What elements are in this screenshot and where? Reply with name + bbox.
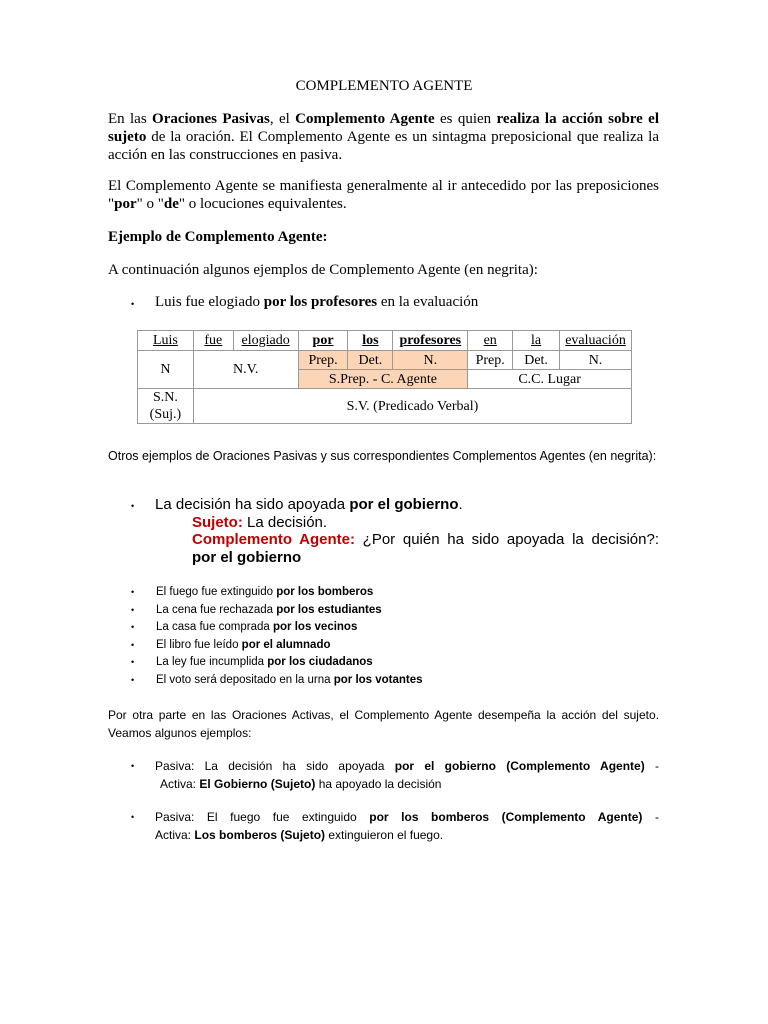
subject-cell — [138, 389, 194, 424]
text-run: " o locuciones equivalentes. — [178, 196, 347, 212]
bold-run: por el gobierno (Complemento Agente) — [394, 759, 645, 773]
bullet-icon: • — [131, 639, 135, 650]
agent-label: Complemento Agente: — [192, 531, 355, 548]
text-run: El voto será depositado en la urna — [156, 673, 334, 686]
list-item — [108, 637, 668, 655]
text-run: Pasiva: La decisión ha sido apoyada — [155, 759, 395, 773]
bullet-icon: • — [131, 299, 135, 309]
category-cell: N. — [393, 351, 468, 370]
phrase-cell: C.C. Lugar — [468, 370, 632, 389]
other-examples-paragraph: Otros ejemplos de Oraciones Pasivas y sus correspondientes Complementos Agentes (en negrita): — [108, 449, 657, 463]
featured-example — [155, 496, 463, 514]
text-run: , el — [269, 111, 296, 127]
subject-label: S.N. — [152, 390, 178, 405]
document-title: COMPLEMENTO AGENTE — [295, 78, 473, 94]
list-item — [108, 602, 668, 620]
text-run: Activa: — [160, 777, 200, 791]
list-item — [108, 654, 668, 672]
word-cell: la — [513, 331, 560, 351]
bold-run: por los ciudadanos — [267, 656, 373, 668]
passive-line — [155, 808, 659, 826]
category-cell: Prep. — [298, 351, 348, 370]
category-cell: N.V. — [193, 351, 298, 389]
text-run: en la evaluación — [377, 294, 479, 310]
word-cell: fue — [193, 331, 233, 351]
bold-run: por el alumnado — [241, 638, 331, 651]
category-cell: N — [138, 351, 194, 389]
text-run: En las — [108, 111, 153, 127]
bullet-icon: • — [131, 622, 135, 632]
word-cell: por — [298, 331, 348, 351]
text-run: ha apoyado la decisión — [315, 777, 442, 791]
subject-label: Sujeto: — [192, 514, 243, 531]
bullet-icon: • — [131, 674, 135, 685]
bold-run: de — [163, 196, 179, 212]
bold-run: Los bomberos (Sujeto) — [194, 828, 326, 842]
text-run: La casa fue comprada — [156, 621, 273, 633]
bold-run: El Gobierno (Sujeto) — [199, 777, 316, 791]
text-run: El libro fue leído — [156, 638, 242, 651]
bold-run: por los votantes — [333, 673, 423, 686]
text-run: " o " — [136, 196, 164, 212]
passive-line — [155, 757, 659, 775]
bold-run: Oraciones Pasivas — [152, 111, 270, 127]
text-run: - — [644, 759, 659, 773]
bold-run: por los bomberos — [276, 586, 374, 598]
text-run: . — [458, 496, 463, 513]
word-cell: evaluación — [560, 331, 632, 351]
category-cell: Prep. — [468, 351, 513, 370]
list-item — [108, 672, 668, 690]
list-item — [108, 619, 668, 637]
passive-active-pair — [155, 757, 659, 793]
table-row — [138, 389, 632, 424]
passive-active-pair — [155, 808, 659, 844]
bullet-icon: • — [131, 501, 135, 511]
text-run: de la oración. El Complemento Agente es un sintagma preposicional que realiza la acción en las construcciones en pasiva. — [108, 129, 659, 163]
syntax-analysis-table — [137, 330, 632, 424]
bold-run: por los vecinos — [273, 621, 358, 633]
word-cell: los — [348, 331, 393, 351]
word-cell: Luis — [138, 331, 194, 351]
bullet-icon: • — [131, 761, 135, 771]
subject-line — [192, 514, 327, 531]
bold-run: por el gobierno — [349, 496, 459, 513]
bold-run: por los profesores — [263, 294, 378, 310]
bullet-icon: • — [131, 587, 135, 597]
examples-intro: A continuación algunos ejemplos de Complemento Agente (en negrita): — [108, 262, 538, 278]
bold-run: Complemento Agente — [295, 111, 435, 127]
example-sentence — [155, 294, 478, 311]
examples-list — [108, 584, 668, 689]
text-run: - — [642, 810, 659, 824]
agent-complement-line — [192, 531, 659, 567]
text-run: Pasiva: El fuego fue extinguido — [155, 810, 370, 824]
text-run: es quien — [434, 111, 497, 127]
list-item — [108, 584, 668, 602]
category-cell: N. — [560, 351, 632, 370]
text-run: ¿Por quién ha sido apoyada la decisión?: — [354, 531, 660, 548]
section-heading: Ejemplo de Complemento Agente: — [108, 229, 328, 245]
prepositions-paragraph — [108, 177, 659, 213]
text-run: La ley fue incumplida — [156, 656, 268, 668]
table-row — [138, 331, 632, 351]
bold-run: realiza la acción sobre el sujeto — [108, 111, 659, 145]
word-cell: en — [468, 331, 513, 351]
text-run: Activa: — [155, 828, 195, 842]
text-run: Luis fue elogiado — [155, 294, 264, 310]
bullet-icon: • — [131, 604, 135, 615]
table-row — [138, 351, 632, 370]
text-run: extinguieron el fuego. — [325, 828, 444, 842]
bold-run: por el gobierno — [192, 549, 302, 566]
text-run: El Complemento Agente se manifiesta generalmente al ir antecedido por las preposiciones " — [108, 178, 659, 212]
text-run: La cena fue rechazada — [156, 603, 277, 616]
bold-run: por — [114, 196, 137, 212]
word-cell: elogiado — [233, 331, 298, 351]
text-run: La decisión ha sido apoyada — [155, 496, 350, 513]
word-cell: profesores — [393, 331, 468, 351]
active-line — [155, 775, 659, 793]
phrase-cell: S.Prep. - C. Agente — [298, 370, 468, 389]
active-line — [155, 826, 659, 844]
bullet-icon: • — [131, 812, 135, 822]
bullet-icon: • — [131, 657, 135, 667]
intro-paragraph — [108, 110, 659, 164]
bold-run: por los bomberos (Complemento Agente) — [369, 810, 643, 824]
subject-label: (Suj.) — [149, 407, 182, 422]
text-run: El fuego fue extinguido — [156, 586, 277, 598]
bold-run: por los estudiantes — [276, 603, 382, 616]
active-voice-paragraph: Por otra parte en las Oraciones Activas, el Complemento Agente desempeña la acción del sujeto. Veamos algunos ejemplos: — [108, 708, 659, 740]
category-cell: Det. — [513, 351, 560, 370]
predicate-cell: S.V. (Predicado Verbal) — [193, 389, 631, 424]
category-cell: Det. — [348, 351, 393, 370]
text-run: La decisión. — [242, 514, 328, 531]
